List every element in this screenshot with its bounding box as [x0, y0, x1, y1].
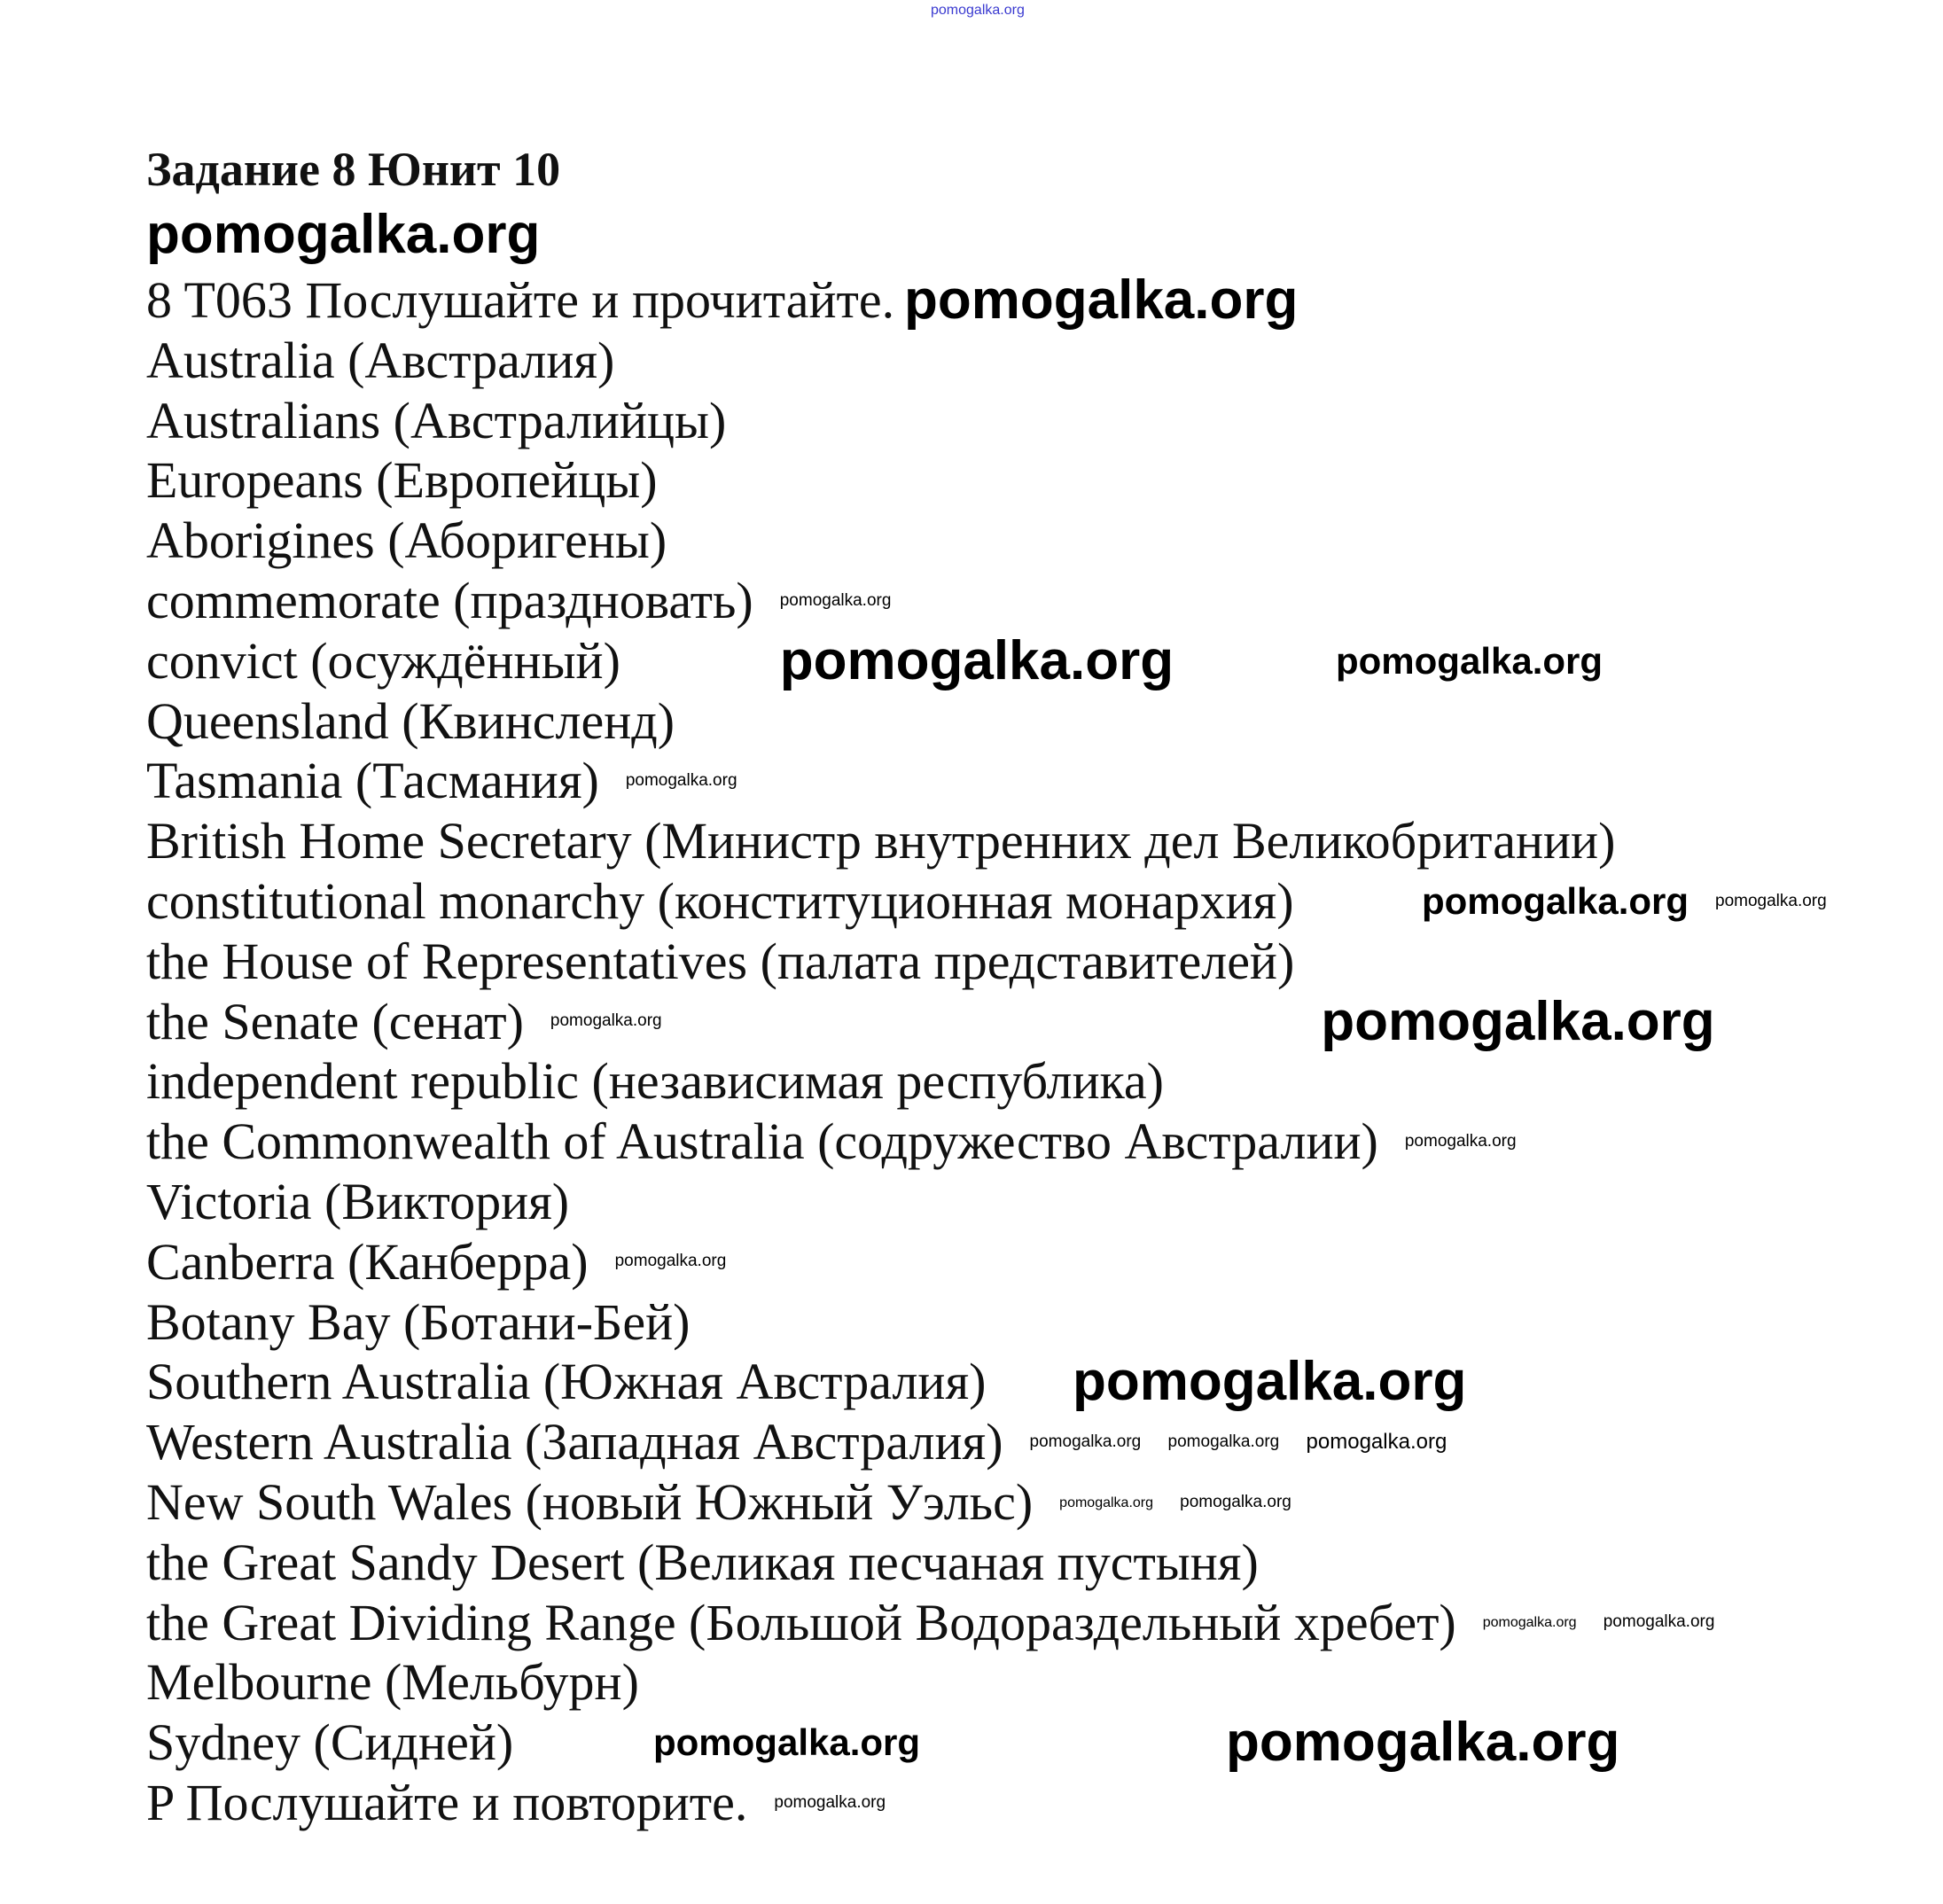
watermark: pomogalka.org: [625, 770, 737, 790]
watermark: pomogalka.org: [1180, 1492, 1291, 1511]
watermark: pomogalka.org: [146, 204, 541, 265]
watermark: pomogalka.org: [1422, 880, 1689, 922]
watermark: pomogalka.org: [1482, 1615, 1577, 1631]
vocabulary-item: Europeans (Европейцы): [146, 451, 658, 510]
watermark: pomogalka.org: [1306, 1429, 1447, 1454]
watermark: pomogalka.org: [614, 1252, 727, 1271]
vocabulary-item: Botany Bay (Ботани-Бей): [146, 1292, 691, 1351]
instruction-line: 8 T063 Послушайте и прочитайте.: [146, 271, 895, 329]
vocabulary-item: Canberra (Канберра): [146, 1232, 589, 1291]
vocabulary-item: Australia (Австралия): [146, 331, 615, 389]
vocabulary-item: Melbourne (Мельбурн): [146, 1653, 639, 1712]
watermark: pomogalka.org: [653, 1721, 921, 1764]
watermark: pomogalka.org: [1073, 1351, 1467, 1413]
vocabulary-item: Southern Australia (Южная Австралия): [146, 1353, 987, 1411]
watermark: pomogalka.org: [1603, 1612, 1715, 1632]
watermark: pomogalka.org: [1404, 1131, 1517, 1151]
vocabulary-item: Aborigines (Аборигены): [146, 511, 667, 570]
vocabulary-item: Tasmania (Тасмания): [146, 752, 599, 810]
vocabulary-item: commemorate (праздновать): [146, 572, 753, 629]
top-watermark: pomogalka.org: [931, 3, 1025, 18]
watermark: pomogalka.org: [1321, 990, 1715, 1052]
watermark: pomogalka.org: [1167, 1432, 1280, 1451]
watermark: pomogalka.org: [774, 1792, 886, 1812]
vocabulary-item: New South Wales (новый Южный Уэльс): [146, 1473, 1034, 1531]
watermark: pomogalka.org: [1715, 891, 1827, 910]
watermark: pomogalka.org: [1059, 1494, 1154, 1510]
vocabulary-item: the Great Sandy Desert (Великая песчаная пустыня): [146, 1533, 1259, 1591]
vocabulary-item: Queensland (Квинсленд): [146, 691, 675, 750]
vocabulary-item: the Commonwealth of Australia (содружество Австралии): [146, 1112, 1378, 1171]
page-title: Задание 8 Юнит 10: [146, 143, 561, 196]
watermark: pomogalka.org: [1226, 1712, 1620, 1774]
vocabulary-item: the Great Dividing Range (Большой Водораздельный хребет): [146, 1593, 1456, 1651]
vocabulary-item: convict (осуждённый): [146, 631, 620, 690]
vocabulary-item: Western Australia (Западная Австралия): [146, 1413, 1003, 1471]
vocabulary-item: Australians (Австралийцы): [146, 391, 727, 449]
instruction-line: P Послушайте и повторите.: [146, 1774, 748, 1831]
vocabulary-item: the House of Representatives (палата представителей): [146, 932, 1295, 990]
vocabulary-item: British Home Secretary (Министр внутренних дел Великобритании): [146, 812, 1616, 870]
watermark: pomogalka.org: [550, 1011, 662, 1031]
vocabulary-item: Sydney (Сидней): [146, 1713, 514, 1772]
vocabulary-item: constitutional monarchy (конституционная монархия): [146, 872, 1294, 930]
vocabulary-item: independent republic (независимая республика): [146, 1052, 1164, 1111]
vocabulary-item: Victoria (Виктория): [146, 1173, 570, 1230]
watermark: pomogalka.org: [779, 629, 1174, 691]
watermark: pomogalka.org: [1029, 1432, 1142, 1451]
watermark: pomogalka.org: [779, 590, 892, 610]
watermark: pomogalka.org: [904, 269, 1299, 331]
vocabulary-item: the Senate (сенат): [146, 992, 524, 1050]
watermark: pomogalka.org: [1336, 639, 1604, 682]
